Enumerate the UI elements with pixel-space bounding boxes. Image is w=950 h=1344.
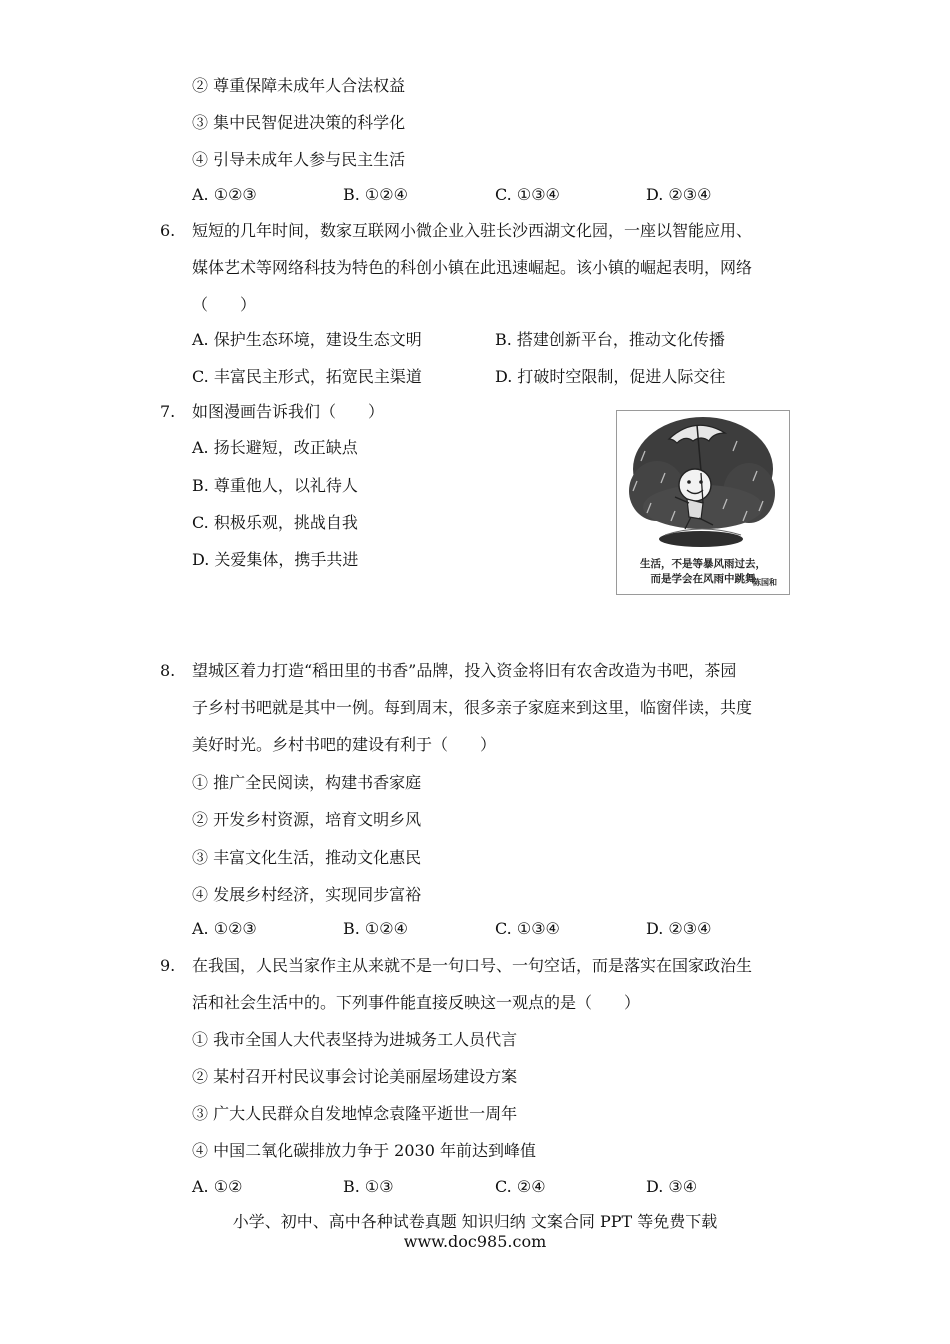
q6-stem-line-2: 媒体艺术等网络科技为特色的科创小镇在此迅速崛起。该小镇的崛起表明，网络 <box>192 258 753 277</box>
q7-number: 7. <box>160 402 176 421</box>
q6-stem-line-1: 短短的几年时间，数家互联网小微企业入驻长沙西湖文化园，一座以智能应用、 <box>192 221 753 240</box>
q5-item-4: ④ 引导未成年人参与民主生活 <box>192 150 406 169</box>
q8-option-c: C. ①③④ <box>495 919 560 938</box>
q8-stem-line-3: 美好时光。乡村书吧的建设有利于（ ） <box>192 735 497 754</box>
q8-item-2: ② 开发乡村资源，培育文明乡风 <box>192 810 422 829</box>
q6-answer-blank: （ ） <box>192 295 257 314</box>
q8-stem-line-1: 望城区着力打造“稻田里的书香”品牌，投入资金将旧有农舍改造为书吧，茶园 <box>192 661 737 680</box>
q6-option-c: C. 丰富民主形式，拓宽民主渠道 <box>192 367 422 386</box>
q7-cartoon <box>616 410 790 595</box>
q8-item-3: ③ 丰富文化生活，推动文化惠民 <box>192 848 422 867</box>
q9-option-d: D. ③④ <box>646 1177 698 1196</box>
footer-url[interactable]: www.doc985.com <box>403 1232 547 1251</box>
q7-option-d: D. 关爱集体，携手共进 <box>192 550 359 569</box>
q8-number: 8. <box>160 661 176 680</box>
q6-option-b: B. 搭建创新平台，推动文化传播 <box>495 330 725 349</box>
q7-option-b: B. 尊重他人，以礼待人 <box>192 476 358 495</box>
q7-stem: 如图漫画告诉我们（ ） <box>192 402 385 421</box>
q7-option-a: A. 扬长避短，改正缺点 <box>192 438 358 457</box>
q8-item-1: ① 推广全民阅读，构建书香家庭 <box>192 773 422 792</box>
q6-option-a: A. 保护生态环境，建设生态文明 <box>192 330 422 349</box>
q9-item-1: ① 我市全国人大代表坚持为进城务工人员代言 <box>192 1030 518 1049</box>
q5-option-b: B. ①②④ <box>343 185 408 204</box>
q9-item-2: ② 某村召开村民议事会讨论美丽屋场建设方案 <box>192 1067 518 1086</box>
cartoon-caption-line-1: 生活，不是等暴风雨过去， <box>640 558 766 570</box>
q9-option-c: C. ②④ <box>495 1177 546 1196</box>
q5-option-a: A. ①②③ <box>192 185 257 204</box>
q5-option-d: D. ②③④ <box>646 185 712 204</box>
q9-stem-line-1: 在我国，人民当家作主从来就不是一句口号、一句空话，而是落实在国家政治生 <box>192 956 753 975</box>
q9-item-3: ③ 广大人民群众自发地悼念袁隆平逝世一周年 <box>192 1104 518 1123</box>
q5-item-2: ② 尊重保障未成年人合法权益 <box>192 76 406 95</box>
q9-stem-line-2: 活和社会生活中的。下列事件能直接反映这一观点的是（ ） <box>192 993 641 1012</box>
q8-item-4: ④ 发展乡村经济，实现同步富裕 <box>192 885 422 904</box>
cartoon-signature: 陈国和 <box>753 578 777 587</box>
q9-number: 9. <box>160 956 176 975</box>
q5-item-3: ③ 集中民智促进决策的科学化 <box>192 113 406 132</box>
q9-option-a: A. ①② <box>192 1177 243 1196</box>
q9-item-4: ④ 中国二氧化碳排放力争于 2030 年前达到峰值 <box>192 1141 536 1160</box>
q8-option-b: B. ①②④ <box>343 919 408 938</box>
q6-option-d: D. 打破时空限制，促进人际交往 <box>495 367 726 386</box>
q8-stem-line-2: 子乡村书吧就是其中一例。每到周末，很多亲子家庭来到这里，临窗伴读，共度 <box>192 698 753 717</box>
q6-number: 6. <box>160 221 176 240</box>
q9-option-b: B. ①③ <box>343 1177 394 1196</box>
cartoon-caption-line-2: 而是学会在风雨中跳舞 <box>650 573 756 585</box>
q8-option-a: A. ①②③ <box>192 919 257 938</box>
q5-option-c: C. ①③④ <box>495 185 560 204</box>
q8-option-d: D. ②③④ <box>646 919 712 938</box>
q7-option-c: C. 积极乐观，挑战自我 <box>192 513 358 532</box>
footer-promo: 小学、初中、高中各种试卷真题 知识归纳 文案合同 PPT 等免费下载 <box>232 1212 718 1231</box>
